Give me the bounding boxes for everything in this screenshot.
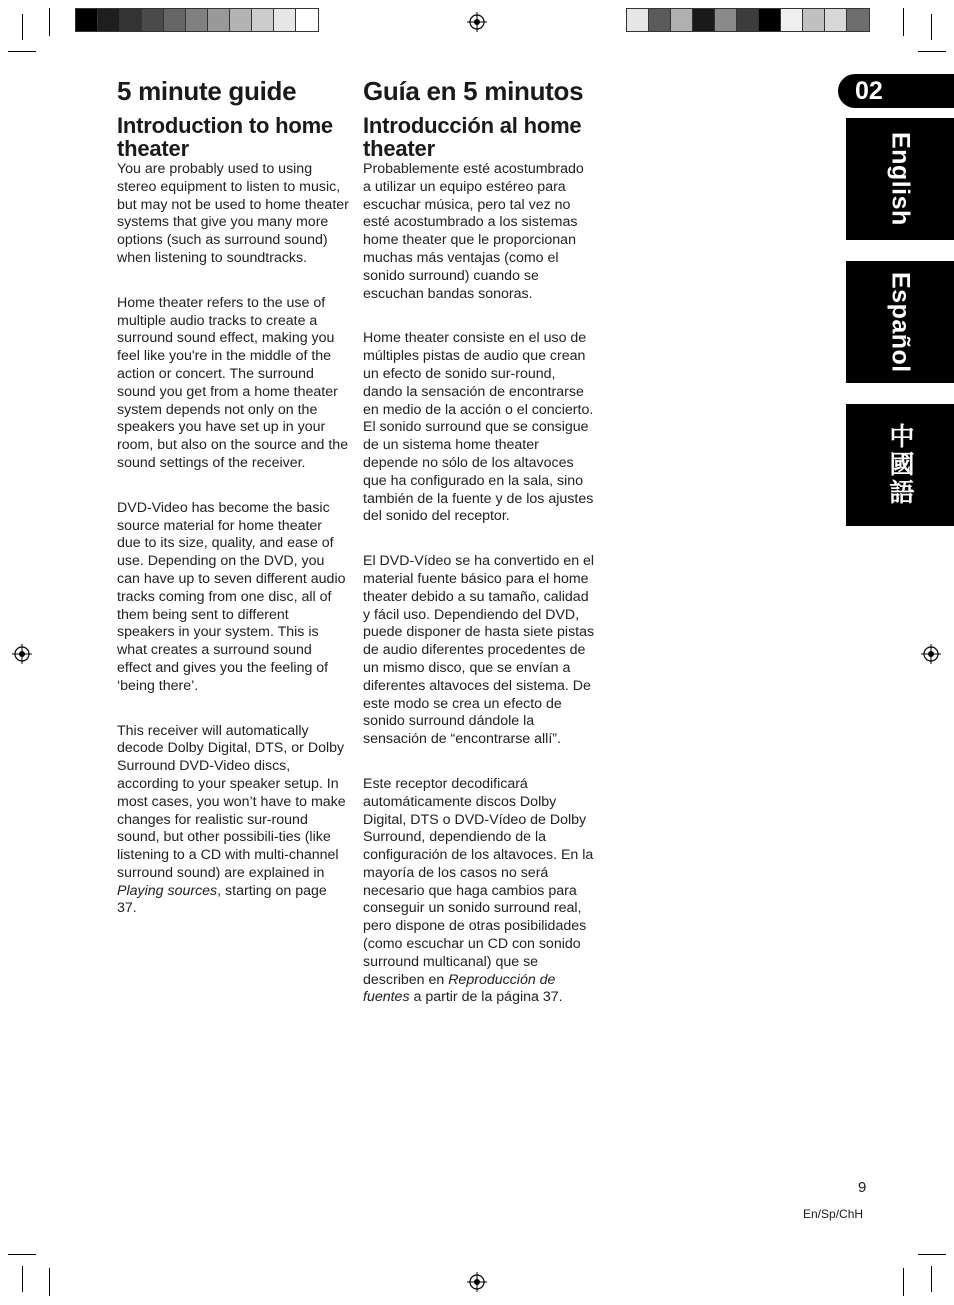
color-swatch xyxy=(627,9,649,31)
section-heading-spanish: Introducción al home theater xyxy=(363,113,582,161)
page-title-spanish: Guía en 5 minutos xyxy=(363,76,584,106)
color-swatch xyxy=(693,9,715,31)
color-swatch xyxy=(825,9,847,31)
color-swatch xyxy=(230,9,252,31)
paragraph: Probablemente esté acostumbrado a utilizar un equipo estéreo para escuchar música, pero tal vez no esté acostumbrado a los sistemas home theater que le proporcionan muchas más ventajas (como el sonido surround) cuando se escuchan bandas sonoras. xyxy=(363,161,584,302)
color-calibration-bar-right xyxy=(626,8,870,32)
language-tab-spanish[interactable] xyxy=(846,261,954,383)
crop-mark xyxy=(903,1268,904,1296)
color-calibration-bar-left xyxy=(75,8,319,32)
crop-mark xyxy=(8,51,36,52)
color-swatch xyxy=(252,9,274,31)
registration-target-icon xyxy=(12,644,32,664)
registration-target-icon xyxy=(467,12,487,32)
cross-reference: Reproducción de fuentes xyxy=(363,971,556,1006)
registration-target-icon xyxy=(921,644,941,664)
language-code: En/Sp/ChH xyxy=(803,1207,864,1221)
language-tab-english[interactable] xyxy=(846,118,954,240)
cross-reference: Playing sources xyxy=(117,882,218,899)
crop-mark xyxy=(918,51,946,52)
crop-mark xyxy=(903,8,904,36)
crop-mark xyxy=(931,1266,932,1292)
color-swatch xyxy=(715,9,737,31)
section-heading-english: Introduction to home theater xyxy=(117,113,333,161)
paragraph: Este receptor decodificará automáticamente discos Dolby Digital, DTS o DVD-Vídeo de Dolby Surround, dependiendo de la configuración de los altavoces. En la mayoría de los casos no será necesario que haga cambios para conseguir un sonido surround real, pero dispone de otras posibilidades (como escuchar un CD con sonido surround multicanal) que se describen en Reproducción de fuentes a partir de la página 37. xyxy=(363,775,594,1006)
paragraph: You are probably used to using stereo equipment to listen to music, but may not be used to home theater systems that give you many more options (such as surround sound) when listening to soundtracks. xyxy=(117,161,349,266)
color-swatch xyxy=(671,9,693,31)
color-swatch xyxy=(759,9,781,31)
language-tab-label: Español xyxy=(886,271,915,373)
crop-mark xyxy=(8,1254,36,1255)
paragraph: El DVD-Vídeo se ha convertido en el material fuente básico para el home theater debido a su tamaño, calidad y fácil uso. Dependiendo del DVD, puede disponer de hasta siete pistas de audio diferentes procedentes de un mismo disco, que se envían a diferentes altavoces del sistema. De este modo se crea un efecto de sonido surround dándole la sensación de “encontrarse allí”. xyxy=(363,553,595,748)
color-swatch xyxy=(186,9,208,31)
crop-mark xyxy=(49,8,50,36)
language-tab-label: English xyxy=(886,132,915,226)
language-tab-chinese[interactable] xyxy=(846,404,954,526)
spanish-column xyxy=(363,76,595,1034)
crop-mark xyxy=(22,14,23,40)
page-number: 9 xyxy=(858,1179,867,1196)
color-swatch xyxy=(649,9,671,31)
paragraph: This receiver will automatically decode Dolby Digital, DTS, or Dolby Surround DVD-Video discs, according to your speaker setup. In most cases, you won’t have to make changes for realistic sur-round sound, but other possibili-ties (like listening to a CD with multi-channel surround sound) are explained in Playing sources, starting on page 37. xyxy=(117,722,346,917)
color-swatch xyxy=(208,9,230,31)
crop-mark xyxy=(22,1266,23,1292)
color-swatch xyxy=(296,9,318,31)
paragraph: DVD-Video has become the basic source material for home theater due to its size, quality, and ease of use. Depending on the DVD, you can have up to seven different audio tracks coming from one disc, all of them being sent to different speakers in your system. This is what creates a surround sound effect and gives you the feeling of ‘being there’. xyxy=(117,499,346,694)
color-swatch xyxy=(76,9,98,31)
color-swatch xyxy=(781,9,803,31)
paragraph: Home theater refers to the use of multiple audio tracks to create a surround sound effect, making you feel like you're in the middle of the action or concert. The surround sound you get from a home theater system depends not only on the speakers you have set up in your room, but also on the source and the sound settings of the receiver. xyxy=(117,294,349,471)
color-swatch xyxy=(847,9,869,31)
crop-mark xyxy=(918,1254,946,1255)
color-swatch xyxy=(142,9,164,31)
chapter-number-badge: 02 xyxy=(838,74,954,108)
language-tab-label: 中國語 xyxy=(886,423,914,507)
color-swatch xyxy=(98,9,120,31)
crop-mark xyxy=(931,14,932,40)
english-column xyxy=(117,76,349,945)
color-swatch xyxy=(164,9,186,31)
paragraph: Home theater consiste en el uso de múltiples pistas de audio que crean un efecto de sonido sur-round, dando la sensación de encontrarse en medio de la acción o el concierto. El sonido surround que se consigue de un sistema home theater depende no sólo de los altavoces que ha configurado en la sala, sino también de la fuente y de los ajustes del sonido del receptor. xyxy=(363,330,594,525)
color-swatch xyxy=(803,9,825,31)
registration-target-icon xyxy=(467,1272,487,1292)
crop-mark xyxy=(49,1268,50,1296)
color-swatch xyxy=(737,9,759,31)
page-title-english: 5 minute guide xyxy=(117,76,297,106)
color-swatch xyxy=(274,9,296,31)
color-swatch xyxy=(120,9,142,31)
